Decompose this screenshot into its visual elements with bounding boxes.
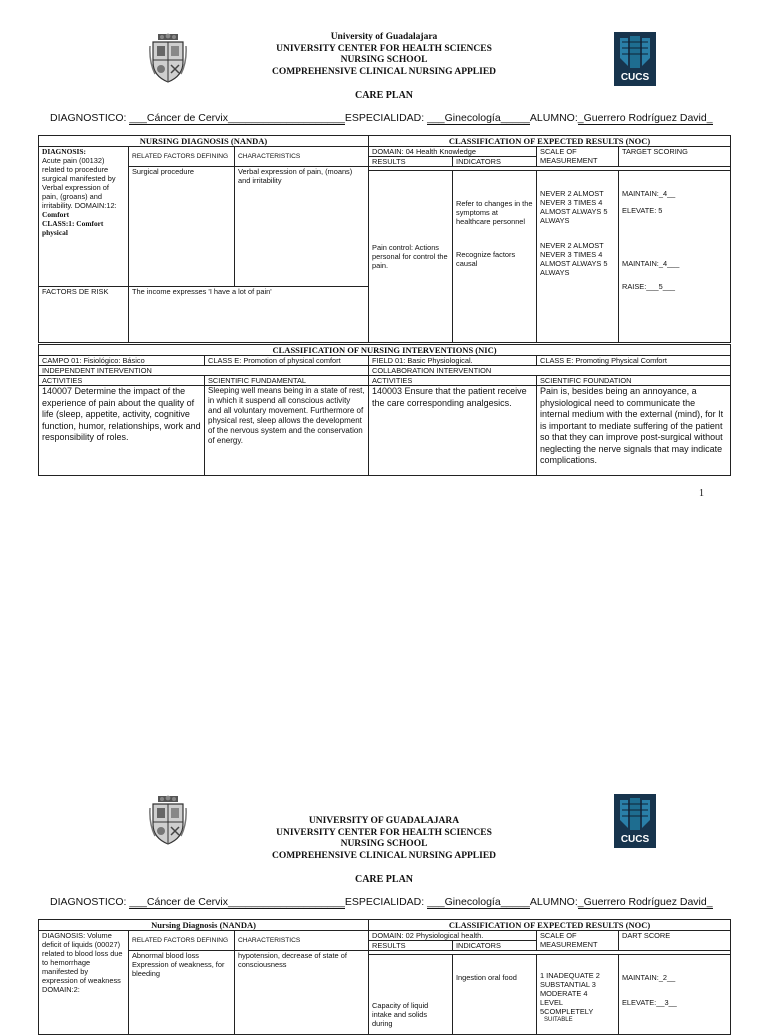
result-text: Capacity of liquid intake and solids during [372, 1001, 429, 1028]
diagnostico-value: Cáncer de Cervix [146, 896, 229, 908]
sci-foundation-header: SCIENTIFIC FOUNDATION [537, 376, 731, 386]
cucs-emblem-icon [614, 32, 656, 72]
target-header: DART SCORE [619, 931, 731, 951]
result-cell [369, 955, 453, 1035]
activities-header-2: ACTIVITIES [369, 376, 537, 386]
cucs-logo [614, 32, 656, 86]
page-number: 1 [699, 488, 704, 499]
especialidad-label: ESPECIALIDAD: [344, 112, 425, 124]
diagnosis-text: Acute pain (00132) related to procedure surgical manifested by Verbal expression of pain, (groans) and irritability. DOMAIN:12: [42, 156, 117, 210]
risk-factors-label: FACTORS DE RISK [39, 287, 129, 343]
alumno-label: ALUMNO: [529, 112, 578, 124]
diagnostico-label: DIAGNOSTICO: [50, 112, 127, 124]
header-line-2: UNIVERSITY CENTER FOR HEALTH SCIENCES [276, 827, 492, 838]
indicator-1: Ingestion oral food [456, 973, 517, 982]
especialidad-value: Ginecología [444, 896, 501, 908]
scale-cell [537, 171, 619, 343]
nic-table [38, 344, 731, 476]
diagnostico-line: DIAGNOSTICO: ___Cáncer de Cervix____________________ESPECIALIDAD: ___Ginecología_____ALUMNO:_Guerrero Rodríguez David_ [50, 112, 713, 124]
alumno-value: Guerrero Rodríguez David [583, 112, 707, 124]
header-line-3: NURSING SCHOOL [340, 55, 428, 65]
related-factors-header: RELATED FACTORS DEFINING [129, 931, 235, 951]
result-cell: Pain control: Actions personal for control the pain. [369, 171, 453, 343]
maintain-1: MAINTAIN:_2__ [622, 973, 676, 982]
scientific-1: Sleeping well means being in a state of rest, in which it suspend all conscious activity and all voluntary movement. Furthermore of physical rest, sleep allows the development of the nervous system and the conservation of energy. [205, 386, 369, 476]
maintain-2: MAINTAIN:_4___ [622, 259, 680, 268]
characteristics-header: CHARACTERISTICS [235, 147, 369, 167]
class-e2-cell: CLASS E: Promoting Physical Comfort [537, 356, 731, 366]
domain-cell: DOMAIN: 02 Physiological health. [369, 931, 537, 941]
diagnostico-line: DIAGNOSTICO: ___Cáncer de Cervix____________________ESPECIALIDAD: ___Ginecología_____ALUMNO:_Guerrero Rodríguez David_ [50, 896, 713, 908]
cucs-logo-text: CUCS [620, 834, 650, 845]
scale-header: SCALE OF MEASUREMENT [537, 931, 619, 951]
nanda-noc-table-2 [38, 919, 731, 1035]
scale-suitable: SUITABLE [544, 1017, 573, 1023]
scale-1: NEVER 2 ALMOST NEVER 3 TIMES 4 ALMOST ALWAYS 5 ALWAYS [540, 189, 608, 225]
scale-cell [537, 955, 619, 1035]
alumno-label: ALUMNO: [529, 896, 578, 908]
nanda-section-title: Nursing Diagnosis (NANDA) [39, 920, 369, 931]
target-cell [619, 171, 731, 343]
activity-1: 140007 Determine the impact of the experience of pain about the quality of life (sleep, appetite, activity, cognitive function, humor, relationships, work and responsibility of roles. [39, 386, 205, 476]
scale-header: SCALE OF MEASUREMENT [537, 147, 619, 167]
diagnostico-value: Cáncer de Cervix [146, 112, 229, 124]
independent-intervention: INDEPENDENT INTERVENTION [39, 366, 369, 376]
related-factor-cell: Abnormal blood loss Expression of weakness, for bleeding [129, 951, 235, 1035]
campo-cell: CAMPO 01: Fisiológico: Básico [39, 356, 205, 366]
indicators-cell [453, 955, 537, 1035]
related-factor-cell: Surgical procedure [129, 167, 235, 287]
header-line-2: UNIVERSITY CENTER FOR HEALTH SCIENCES [276, 43, 492, 54]
elevate-1: ELEVATE:__3__ [622, 998, 677, 1007]
target-header: TARGET SCORING [619, 147, 731, 167]
characteristic-cell: hypotension, decrease of state of consciousness [235, 951, 369, 1035]
sci-fundamental-header: SCIENTIFIC FUNDAMENTAL [205, 376, 369, 386]
header-line-4: COMPREHENSIVE CLINICAL NURSING APPLIED [271, 66, 497, 77]
cucs-logo-text: CUCS [620, 72, 650, 83]
activity-2: 140003 Ensure that the patient receive the care corresponding analgesics. [369, 386, 537, 476]
indicators-cell [453, 171, 537, 343]
maintain-1: MAINTAIN:_4__ [622, 189, 676, 198]
care-plan-title: CARE PLAN [354, 90, 414, 101]
cucs-logo [614, 794, 656, 848]
diagnosis-class: CLASS:1: Comfort physical [42, 219, 104, 237]
indicators-header: INDICATORS [453, 941, 537, 951]
diagnosis-cell [39, 147, 129, 287]
diagnosis-cell: DIAGNOSIS: Volume deficit of liquids (00027) related to blood loss due to hemorrhage manifested by expression of weakness DOMAIN:2: [39, 931, 129, 1035]
alumno-value: Guerrero Rodríguez David [583, 896, 707, 908]
domain-cell: DOMAIN: 04 Health Knowledge [369, 147, 537, 157]
characteristic-cell: Verbal expression of pain, (moans) and irritability [235, 167, 369, 287]
related-factors-header: RELATED FACTORS DEFINING [129, 147, 235, 167]
diagnosis-label: DIAGNOSIS: [42, 147, 86, 156]
header-line-1: UNIVERSITY OF GUADALAJARA [308, 816, 460, 826]
header-line-3: NURSING SCHOOL [340, 839, 428, 849]
raise-2: RAISE:___5___ [622, 282, 676, 291]
field-cell: FIELD 01: Basic Physiological. [369, 356, 537, 366]
risk-factors-text: The income expresses 'I have a lot of pain' [129, 287, 369, 343]
elevate-1: ELEVATE: 5 [622, 206, 663, 215]
noc-section-title: CLASSIFICATION OF EXPECTED RESULTS (NOC) [369, 920, 731, 931]
diagnostico-label: DIAGNOSTICO: [50, 896, 127, 908]
care-plan-title: CARE PLAN [354, 874, 414, 885]
indicator-2: Recognize factors causal [456, 250, 516, 268]
target-cell [619, 955, 731, 1035]
scientific-2: Pain is, besides being an annoyance, a physiological need to communicate the internal medium with the external (mind), for It is important to mediate suffering of the patient so that they can improve post-surgical without neglecting the nerve signals that may indicate complications. [537, 386, 731, 476]
results-header: RESULTS [369, 941, 453, 951]
noc-section-title: CLASSIFICATION OF EXPECTED RESULTS (NOC) [369, 136, 731, 147]
nanda-noc-table [38, 135, 731, 343]
nic-section-title: CLASSIFICATION OF NURSING INTERVENTIONS (NIC) [39, 345, 731, 356]
activities-header-1: ACTIVITIES [39, 376, 205, 386]
header-line-1: University of Guadalajara [330, 32, 438, 42]
especialidad-value: Ginecología [444, 112, 501, 124]
scale-2: NEVER 2 ALMOST NEVER 3 TIMES 4 ALMOST ALWAYS 5 ALWAYS [540, 241, 608, 277]
characteristics-header: CHARACTERISTICS [235, 931, 369, 951]
results-header: RESULTS [369, 157, 453, 167]
cucs-emblem-icon [614, 794, 656, 834]
indicators-header: INDICATORS [453, 157, 537, 167]
diagnosis-comfort: Comfort [42, 210, 70, 219]
nanda-section-title: NURSING DIAGNOSIS (NANDA) [39, 136, 369, 147]
class-e-cell: CLASS E: Promotion of physical comfort [205, 356, 369, 366]
collaboration-intervention: COLLABORATION INTERVENTION [369, 366, 731, 376]
especialidad-label: ESPECIALIDAD: [344, 896, 425, 908]
header-line-4: COMPREHENSIVE CLINICAL NURSING APPLIED [271, 850, 497, 861]
indicator-1: Refer to changes in the symptoms at healthcare personnel [456, 199, 533, 226]
scale-1: 1 INADEQUATE 2 SUBSTANTIAL 3 MODERATE 4 LEVEL 5COMPLETELY [540, 971, 600, 1016]
